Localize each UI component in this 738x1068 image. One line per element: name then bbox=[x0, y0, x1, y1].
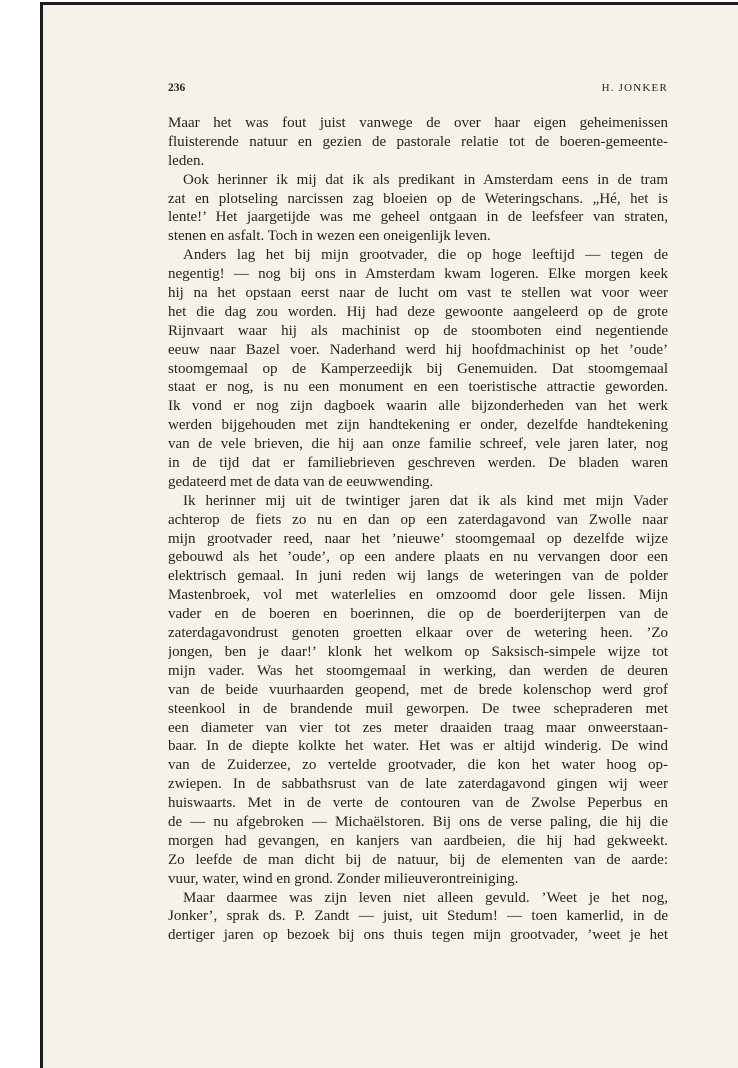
text-line: leden. bbox=[168, 152, 205, 169]
text-line: elektrisch gemaal. In juni reden wij langs de weteringen van de polder bbox=[168, 568, 668, 585]
text-line: achterop de fiets zo nu en dan op een zaterdagavond van Zwolle naar bbox=[168, 511, 668, 528]
text-line: vuur, water, wind en grond. Zonder milieuverontreiniging. bbox=[168, 870, 519, 887]
text-line: fluisterende natuur en gezien de pastorale relatie tot de boeren-gemeente- bbox=[168, 133, 668, 150]
text-line: Maar daarmee was zijn leven niet alleen gevuld. ’Weet je het nog, bbox=[183, 889, 668, 906]
text-line: gebouwd als het ’oude’, op een andere plaats en nu vervangen door een bbox=[168, 549, 668, 566]
text-line: in de tijd dat er familiebrieven geschreven werden. De bladen waren bbox=[168, 455, 668, 472]
text-line: het die dag zou worden. Hij had deze gewoonte aangeleerd op de grote bbox=[168, 303, 668, 320]
text-line: Jonker’, sprak ds. P. Zandt — juist, uit Stedum! — toen kamerlid, in de bbox=[168, 908, 668, 925]
text-line: van de vele brieven, die hij aan onze familie schreef, vele jaren later, nog bbox=[168, 436, 668, 453]
text-line: Maar het was fout juist vanwege de over haar eigen geheimenissen bbox=[168, 115, 668, 131]
text-line: van de Zuiderzee, zo vertelde grootvader, die kon het water hoog op- bbox=[168, 757, 668, 774]
text-line: zwiepen. In de sabbathsrust van de late zaterdagavond gingen wij weer bbox=[168, 776, 668, 793]
text-line: gedateerd met de data van de eeuwwending. bbox=[168, 473, 434, 490]
text-line: Mastenbroek, vol met waterlelies en omzoomd door gele lissen. Mijn bbox=[168, 587, 668, 604]
page-number: 236 bbox=[168, 82, 186, 94]
text-line: steenkool in de brandende muil geworpen. De twee schepraderen met bbox=[168, 700, 668, 717]
text-line: vader en de boeren en boerinnen, die op de boerderijterpen van de bbox=[168, 606, 668, 623]
text-line: de — nu afgebroken — Michaëlstoren. Bij ons de verse paling, die hij die bbox=[168, 813, 668, 830]
text-line: staat er nog, is nu een monument en een toeristische attractie geworden. bbox=[168, 379, 668, 396]
text-line: zat en plotseling narcissen zag bloeien op de Weteringschans. „Hé, het is bbox=[168, 190, 668, 207]
text-line: van de beide vuurhaarden geopend, met de brede kolenschop werd grof bbox=[168, 681, 668, 698]
text-line: dertiger jaren op bezoek bij ons thuis tegen mijn grootvader, ’weet je het bbox=[168, 927, 668, 944]
text-line: Ook herinner ik mij dat ik als predikant in Amsterdam eens in de tram bbox=[183, 171, 668, 188]
text-line: morgen had gevangen, en kanjers van aardbeien, die hij had gekweekt. bbox=[168, 832, 668, 849]
text-line: lente!’ Het jaargetijde was me geheel ontgaan in de leefsfeer van straten, bbox=[168, 209, 668, 226]
text-line: eeuw naar Bazel voer. Naderhand werd hij hoofdmachinist op het ’oude’ bbox=[168, 341, 668, 358]
text-line: huiswaarts. Met in de verte de contouren van de Zwolse Peperbus en bbox=[168, 795, 668, 812]
text-line: Rijnvaart waar hij als machinist op de stoomboten eind negentiende bbox=[168, 322, 668, 339]
paragraph bbox=[168, 246, 668, 492]
running-head: H. JONKER bbox=[601, 82, 668, 94]
text-line: stenen en asfalt. Toch in wezen een oneigenlijk leven. bbox=[168, 228, 491, 245]
page-header bbox=[168, 81, 668, 95]
paragraph bbox=[168, 889, 668, 946]
text-line: stoomgemaal op de Kamperzeedijk bij Genemuiden. Dat stoomgemaal bbox=[168, 360, 668, 377]
text-line: Ik vond er nog zijn dagboek waarin alle bijzonderheden van het werk bbox=[168, 398, 668, 415]
text-line: Anders lag het bij mijn grootvader, die op hoge leeftijd — tegen de bbox=[183, 247, 668, 264]
page-frame-left bbox=[40, 2, 43, 1068]
text-line: zaterdagavondrust genoten groetten elkaar over de wetering heen. ’Zo bbox=[168, 625, 668, 642]
paragraph bbox=[168, 492, 668, 889]
body-text bbox=[168, 114, 668, 945]
page-frame-top bbox=[40, 2, 738, 5]
paragraph bbox=[168, 171, 668, 247]
text-line: hij na het opstaan eerst naar de lucht om vast te stellen wat voor weer bbox=[168, 285, 668, 302]
text-line: jongen, ben je daar!’ klonk het welkom op Saksisch-simpele wijze tot bbox=[168, 643, 668, 660]
text-line: mijn grootvader reed, naar het ’nieuwe’ stoomgemaal op dezelfde wijze bbox=[168, 530, 668, 547]
paragraph bbox=[168, 114, 668, 171]
text-line: baar. In de diepte kolkte het water. Het was er altijd winderig. De wind bbox=[168, 738, 668, 755]
text-line: Ik herinner mij uit de twintiger jaren dat ik als kind met mijn Vader bbox=[183, 492, 668, 509]
text-line: mijn vader. Was het stoomgemaal in werking, dan werden de deuren bbox=[168, 662, 668, 679]
text-line: een diameter van vier tot zes meter draaiden traag maar onweerstaan- bbox=[168, 719, 668, 736]
text-line: negentig! — nog bij ons in Amsterdam kwam logeren. Elke morgen keek bbox=[168, 266, 668, 283]
text-line: Zo leefde de man dicht bij de natuur, bij de elementen van de aarde: bbox=[168, 851, 668, 868]
text-line: werden bijgehouden met zijn handtekening er onder, dezelfde handtekening bbox=[168, 417, 668, 434]
